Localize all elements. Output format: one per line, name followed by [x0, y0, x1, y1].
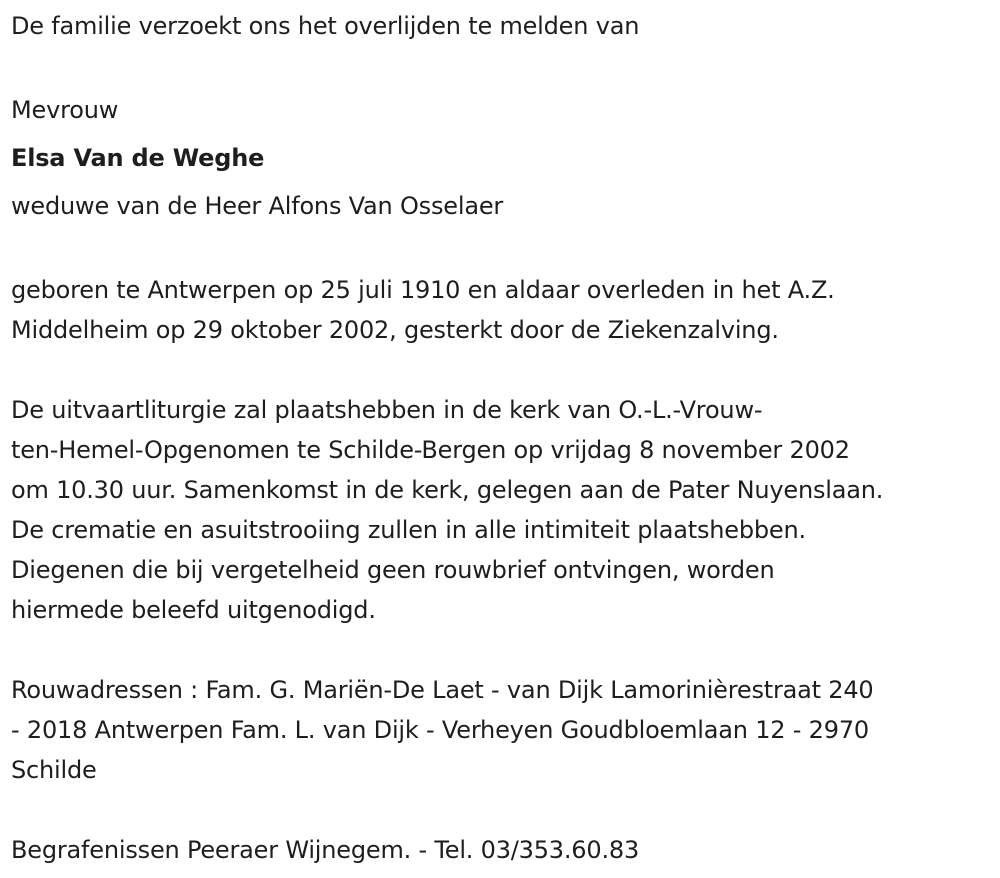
spacer — [11, 350, 996, 390]
funeral-line: De uitvaartliturgie zal plaatshebben in de kerk van O.-L.-Vrouw- — [11, 396, 763, 424]
spacer — [11, 790, 996, 830]
funeral-line: Diegenen die bij vergetelheid geen rouwbrief ontvingen, worden — [11, 556, 775, 584]
deceased-name: Elsa Van de Weghe — [11, 144, 265, 172]
undertaker-line: Begrafenissen Peeraer Wijnegem. - Tel. 03/353.60.83 — [11, 836, 640, 864]
birth-death-line: Middelheim op 29 oktober 2002, gesterkt door de Ziekenzalving. — [11, 316, 779, 344]
funeral-line: ten-Hemel-Opgenomen te Schilde-Bergen op vrijdag 8 november 2002 — [11, 436, 850, 464]
spacer — [11, 230, 996, 270]
funeral-line: hiermede beleefd uitgenodigd. — [11, 596, 376, 624]
spacer — [11, 630, 996, 670]
widow-of-text: weduwe van de Heer Alfons Van Osselaer — [11, 192, 504, 220]
spacer — [11, 46, 996, 86]
funeral-line: De crematie en asuitstrooiing zullen in alle intimiteit plaatshebben. — [11, 516, 806, 544]
death-notice — [11, 6, 996, 870]
funeral-line: om 10.30 uur. Samenkomst in de kerk, gelegen aan de Pater Nuyenslaan. — [11, 476, 884, 504]
address-line: - 2018 Antwerpen Fam. L. van Dijk - Verheyen Goudbloemlaan 12 - 2970 — [11, 716, 869, 744]
honorific: Mevrouw — [11, 96, 119, 124]
address-line: Rouwadressen : Fam. G. Mariën-De Laet - van Dijk Lamorinièrestraat 240 — [11, 676, 874, 704]
address-line: Schilde — [11, 756, 97, 784]
birth-death-line: geboren te Antwerpen op 25 juli 1910 en aldaar overleden in het A.Z. — [11, 276, 835, 304]
intro-text: De familie verzoekt ons het overlijden te melden van — [11, 12, 640, 40]
